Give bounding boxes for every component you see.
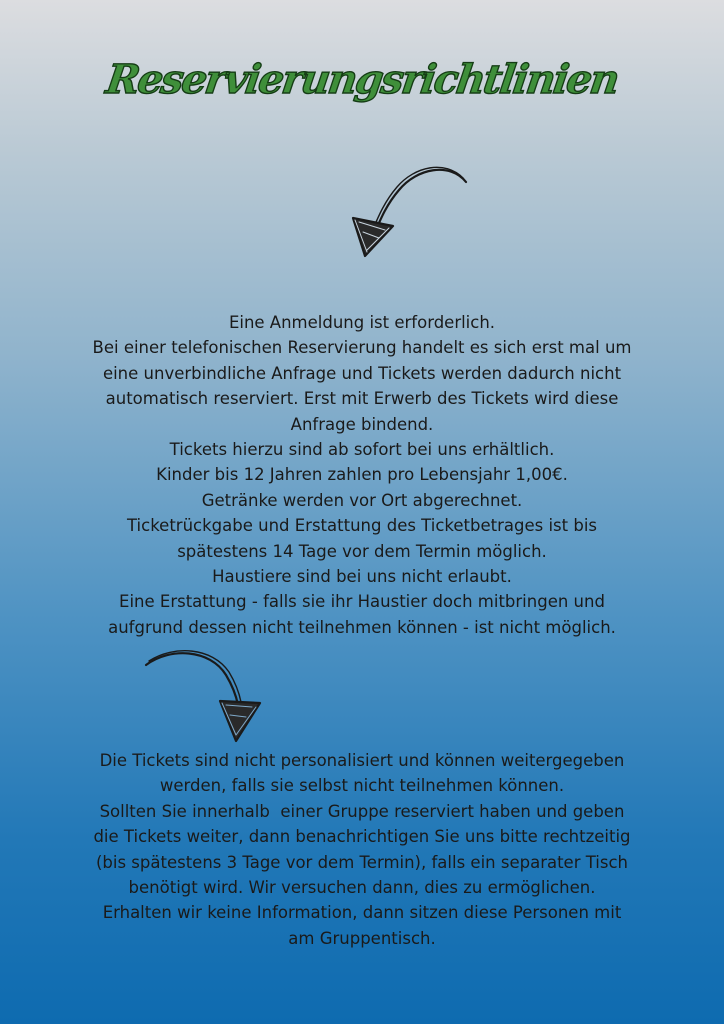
text-line: Bei einer telefonischen Reservierung handelt es sich erst mal um <box>92 338 632 358</box>
text-line: Kinder bis 12 Jahren zahlen pro Lebensjahr 1,00€. <box>156 465 568 485</box>
text-line: Getränke werden vor Ort abgerechnet. <box>201 490 523 510</box>
reservation-rules-section <box>60 310 664 640</box>
text-line: Tickets hierzu sind ab sofort bei uns erhältlich. <box>169 440 555 460</box>
page-title: Reservierungsrichtlinien <box>103 56 621 103</box>
text-line: Anfrage bindend. <box>290 414 434 434</box>
text-line: werden, falls sie selbst nicht teilnehmen können. <box>159 776 565 796</box>
text-line: automatisch reserviert. Erst mit Erwerb des Tickets wird diese <box>105 389 619 409</box>
text-line: Ticketrückgabe und Erstattung des Ticketbetrages ist bis <box>126 516 598 536</box>
text-line: die Tickets weiter, dann benachrichtigen Sie uns bitte rechtzeitig <box>93 827 631 847</box>
text-line: Erhalten wir keine Information, dann sitzen diese Personen mit <box>102 903 622 923</box>
text-line: benötigt wird. Wir versuchen dann, dies zu ermöglichen. <box>128 878 596 898</box>
text-line: eine unverbindliche Anfrage und Tickets werden dadurch nicht <box>102 363 622 383</box>
text-line: am Gruppentisch. <box>288 928 436 948</box>
curved-arrow-icon <box>345 160 475 265</box>
text-line: Haustiere sind bei uns nicht erlaubt. <box>212 567 512 587</box>
text-line: aufgrund dessen nicht teilnehmen können - ist nicht möglich. <box>108 617 616 637</box>
text-line: Sollten Sie innerhalb einer Gruppe reserviert haben und geben <box>99 801 625 821</box>
ticket-transfer-section <box>60 748 664 951</box>
curved-arrow-icon <box>140 645 270 745</box>
text-line: Eine Anmeldung ist erforderlich. <box>228 313 496 332</box>
text-line: Die Tickets sind nicht personalisiert und können weitergegeben <box>99 751 625 770</box>
text-line: (bis spätestens 3 Tage vor dem Termin), falls ein separater Tisch <box>95 852 629 872</box>
text-line: spätestens 14 Tage vor dem Termin möglich. <box>177 541 547 561</box>
text-line: Eine Erstattung - falls sie ihr Haustier doch mitbringen und <box>119 592 605 612</box>
